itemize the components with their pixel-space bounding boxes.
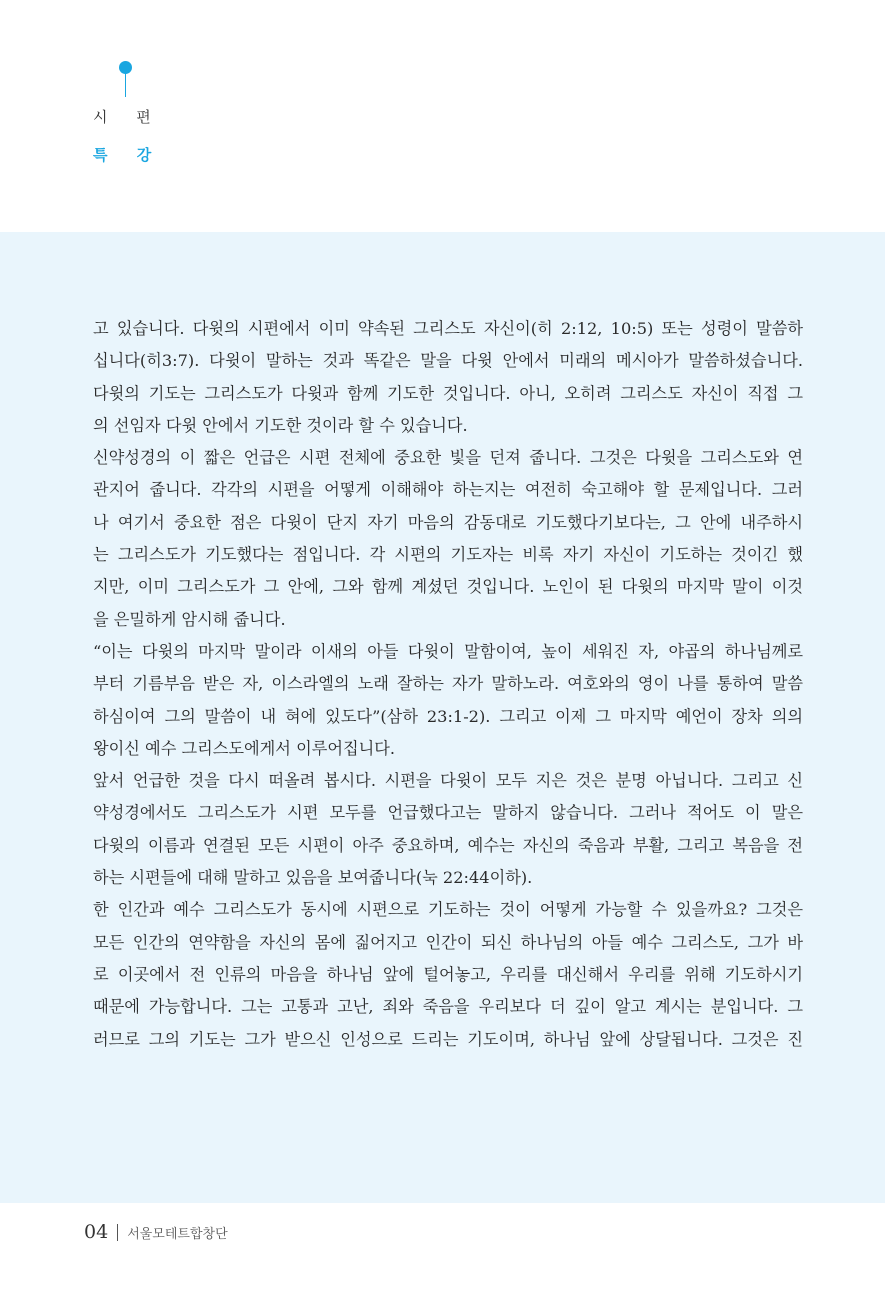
body-line: 는 그리스도가 기도했다는 점입니다. 각 시편의 기도자는 비록 자기 자신이 기도하는 것이긴 했 — [93, 545, 803, 565]
body-line: 왕이신 예수 그리스도에게서 이루어집니다. — [93, 738, 396, 758]
body-line: 나 여기서 중요한 점은 다윗이 단지 자기 마음의 감동대로 기도했다기보다는, 그 안에 내주하시 — [93, 512, 803, 532]
body-line: 다윗의 기도는 그리스도가 다윗과 함께 기도한 것입니다. 아니, 오히려 그리스도 자신이 직접 그 — [93, 383, 803, 403]
section-header-category: 시 편 — [93, 108, 163, 126]
body-text — [93, 313, 803, 1056]
footer-divider — [117, 1224, 118, 1241]
body-line: 을 은밀하게 암시해 줍니다. — [93, 609, 286, 629]
body-line: 부터 기름부음 받은 자, 이스라엘의 노래 잘하는 자가 말하노라. 여호와의 영이 나를 통하여 말씀 — [93, 674, 803, 694]
page-number: 04 — [84, 1221, 109, 1243]
section-header-subcategory: 특 강 — [93, 146, 164, 164]
body-line: 한 인간과 예수 그리스도가 동시에 시편으로 기도하는 것이 어떻게 가능할 수 있을까요? 그것은 — [93, 900, 803, 920]
section-marker-line — [125, 73, 126, 97]
body-line: 십니다(히3:7). 다윗이 말하는 것과 똑같은 말을 다윗 안에서 미래의 메시아가 말씀하셨습니다. — [93, 351, 803, 371]
body-line: 로 이곳에서 전 인류의 마음을 하나님 앞에 털어놓고, 우리를 대신해서 우리를 위해 기도하시기 — [93, 964, 803, 984]
body-line: 지만, 이미 그리스도가 그 안에, 그와 함께 계셨던 것입니다. 노인이 된 다윗의 마지막 말이 이것 — [93, 577, 803, 597]
body-line: 다윗의 이름과 연결된 모든 시편이 아주 중요하며, 예수는 자신의 죽음과 부활, 그리고 복음을 전 — [93, 835, 803, 855]
page-footer — [84, 1221, 228, 1243]
body-line: 모든 인간의 연약함을 자신의 몸에 짊어지고 인간이 되신 하나님의 아들 예수 그리스도, 그가 바 — [93, 932, 803, 952]
body-line: 신약성경의 이 짧은 언급은 시편 전체에 중요한 빛을 던져 줍니다. 그것은 다윗을 그리스도와 연 — [93, 448, 803, 468]
body-line: 때문에 가능합니다. 그는 고통과 고난, 죄와 죽음을 우리보다 더 깊이 알고 계시는 분입니다. 그 — [93, 997, 803, 1017]
publication-title: 서울모테트합창단 — [127, 1226, 228, 1242]
body-line: 하심이여 그의 말씀이 내 혀에 있도다”(삼하 23:1-2). 그리고 이제 그 마지막 예언이 장차 의의 — [93, 706, 803, 726]
body-line: 러므로 그의 기도는 그가 받으신 인성으로 드리는 기도이며, 하나님 앞에 상달됩니다. 그것은 진 — [93, 1029, 803, 1049]
body-line: 하는 시편들에 대해 말하고 있음을 보여줍니다(눅 22:44이하). — [93, 868, 533, 888]
body-line: 의 선임자 다윗 안에서 기도한 것이라 할 수 있습니다. — [93, 415, 468, 435]
body-line: 앞서 언급한 것을 다시 떠올려 봅시다. 시편을 다윗이 모두 지은 것은 분명 아닙니다. 그리고 신 — [93, 771, 803, 791]
body-line: 약성경에서도 그리스도가 시편 모두를 언급했다고는 말하지 않습니다. 그러나 적어도 이 말은 — [93, 803, 803, 823]
body-line: 고 있습니다. 다윗의 시편에서 이미 약속된 그리스도 자신이(히 2:12, 10:5) 또는 성령이 말씀하 — [93, 319, 803, 338]
body-line: 관지어 줍니다. 각각의 시편을 어떻게 이해해야 하는지는 여전히 숙고해야 할 문제입니다. 그러 — [93, 480, 803, 500]
body-line: “이는 다윗의 마지막 말이라 이새의 아들 다윗이 말함이여, 높이 세워진 자, 야곱의 하나님께로 — [93, 641, 803, 661]
